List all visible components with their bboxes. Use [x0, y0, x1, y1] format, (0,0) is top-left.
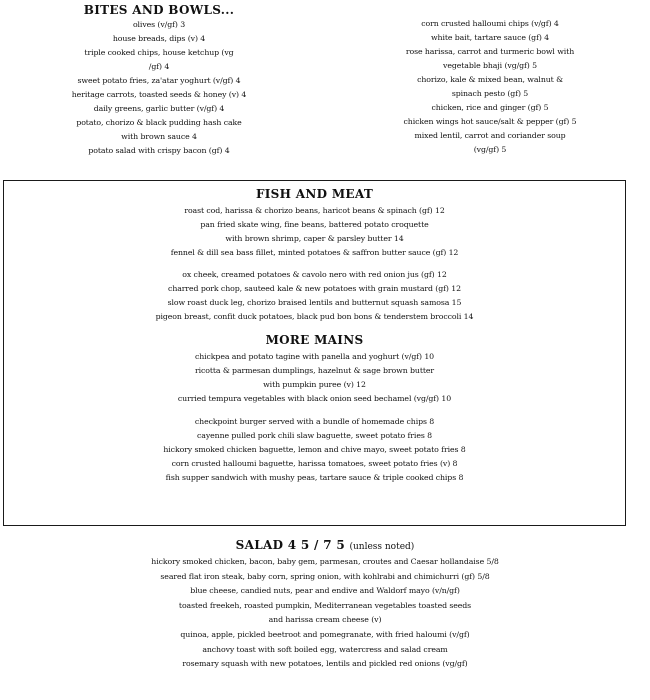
- menu-item-text: sweet potato fries, za'atar yoghurt (v/gf) 4: [77, 76, 241, 85]
- menu-item-text: olives (v/gf) 3: [132, 20, 186, 29]
- menu-item: [0, 32, 318, 46]
- menu-item-text: heritage carrots, toasted seeds & honey (v) 4: [71, 90, 247, 99]
- menu-item-text: potato salad with crispy bacon (gf) 4: [88, 146, 230, 155]
- menu-item-text: chicken wings hot sauce/salt & pepper (gf) 5: [403, 117, 577, 126]
- menu-item: cayenne pulled pork chili slaw baguette, sweet potato fries 8: [197, 431, 432, 440]
- menu-item: fennel & dill sea bass fillet, minted potatoes & saffron butter sauce (gf) 12: [170, 248, 459, 257]
- menu-item-text: corn crusted halloumi chips (v/gf) 4: [421, 19, 559, 28]
- menu-item: [330, 115, 650, 129]
- menu-item: [0, 144, 318, 158]
- menu-item: [0, 88, 318, 102]
- menu-item: chickpea and potato tagine with panella and yoghurt (v/gf) 10: [194, 352, 435, 361]
- menu-item: corn crusted halloumi baguette, harissa tomatoes, sweet potato fries (v) 8: [171, 459, 458, 468]
- menu-item: toasted freekeh, roasted pumpkin, Mediterranean vegetables toasted seeds: [178, 600, 472, 610]
- bites-heading: BITES AND BOWLS...: [83, 3, 235, 17]
- menu-item: ricotta & parmesan dumplings, hazelnut & sage brown butter: [194, 366, 435, 375]
- menu-item-text: chicken, rice and ginger (gf) 5: [431, 103, 549, 112]
- menu-item-text: mixed lentil, carrot and coriander soup: [414, 131, 566, 140]
- menu-item-text: vegetable bhaji (vg/gf) 5: [443, 61, 537, 70]
- menu-item-text: (vg/gf) 5: [473, 145, 507, 154]
- menu-item: with brown shrimp, caper & parsley butter 14: [225, 234, 404, 243]
- menu-item: roast cod, harissa & chorizo beans, haricot beans & spinach (gf) 12: [184, 206, 445, 215]
- fish-heading: FISH AND MEAT: [255, 187, 374, 201]
- menu-item-text: with brown sauce 4: [121, 132, 197, 141]
- salad-section: [0, 537, 650, 672]
- spacer: [4, 324, 625, 332]
- menu-item-text: triple cooked chips, house ketchup (vg: [84, 48, 234, 57]
- menu-item: ox cheek, creamed potatoes & cavolo nero with red onion jus (gf) 12: [182, 270, 447, 279]
- menu-item: charred pork chop, sauteed kale & new potatoes with grain mustard (gf) 12: [168, 284, 461, 293]
- menu-item: pigeon breast, confit duck potatoes, black pud bon bons & tenderstem broccoli 14: [155, 312, 474, 321]
- menu-item: [330, 31, 650, 45]
- menu-item: anchovy toast with soft boiled egg, watercress and salad cream: [202, 644, 448, 654]
- menu-item: rosemary squash with new potatoes, lentils and pickled red onions (vg/gf): [182, 659, 468, 669]
- salad-note: (unless noted): [349, 542, 415, 552]
- menu-item: [330, 101, 650, 115]
- menu-item: slow roast duck leg, chorizo braised lentils and butternut squash samosa 15: [167, 298, 462, 307]
- menu-item: and harissa cream cheese (v): [268, 615, 382, 625]
- menu-item: [0, 46, 318, 74]
- menu-item-text: potato, chorizo & black pudding hash cake: [76, 118, 242, 127]
- menu-item: pan fried skate wing, fine beans, battered potato croquette: [200, 220, 429, 229]
- menu-item: blue cheese, candied nuts, pear and endive and Waldorf mayo (v/n/gf): [190, 586, 460, 596]
- menu-item: curried tempura vegetables with black onion seed bechamel (vg/gf) 10: [177, 394, 452, 403]
- menu-item: [0, 102, 318, 116]
- menu-item-text: house breads, dips (v) 4: [112, 34, 206, 43]
- menu-item: [0, 74, 318, 88]
- menu-item-text: white bait, tartare sauce (gf) 4: [430, 33, 550, 42]
- menu-item-text: /gf) 4: [148, 62, 170, 71]
- mains-heading: MORE MAINS: [265, 333, 364, 347]
- menu-item: seared flat iron steak, baby corn, spring onion, with kohlrabi and chimichurri (gf) 5/8: [160, 571, 490, 581]
- menu-item: [330, 45, 650, 73]
- menu-item: [330, 17, 650, 31]
- salad-heading: [0, 537, 650, 555]
- menu-item: hickory smoked chicken, bacon, baby gem, parmesan, croutes and Caesar hollandaise 5/8: [151, 557, 499, 566]
- bites-right-column: [330, 17, 650, 157]
- menu-item-text: chorizo, kale & mixed bean, walnut &: [417, 75, 563, 84]
- menu-item-text: spinach pesto (gf) 5: [451, 89, 529, 98]
- spacer: [4, 406, 625, 415]
- menu-item: checkpoint burger served with a bundle of homemade chips 8: [194, 417, 435, 426]
- menu-item: fish supper sandwich with mushy peas, tartare sauce & triple cooked chips 8: [165, 473, 464, 482]
- menu-item: hickory smoked chicken baguette, lemon and chive mayo, sweet potato fries 8: [163, 445, 466, 454]
- menu-item: quinoa, apple, pickled beetroot and pomegranate, with fried haloumi (v/gf): [180, 629, 470, 639]
- menu-item: with pumpkin puree (v) 12: [263, 380, 366, 389]
- menu-item-text: rose harissa, carrot and turmeric bowl with: [405, 47, 575, 56]
- bites-left-column: [0, 2, 318, 158]
- menu-item: [330, 73, 650, 101]
- menu-item: [0, 116, 318, 144]
- mains-box: [3, 180, 626, 526]
- menu-item: [0, 18, 318, 32]
- menu-item-text: daily greens, garlic butter (v/gf) 4: [93, 104, 225, 113]
- salad-title: SALAD 4 5 / 7 5: [235, 538, 345, 552]
- spacer: [4, 260, 625, 268]
- menu-item: [330, 129, 650, 157]
